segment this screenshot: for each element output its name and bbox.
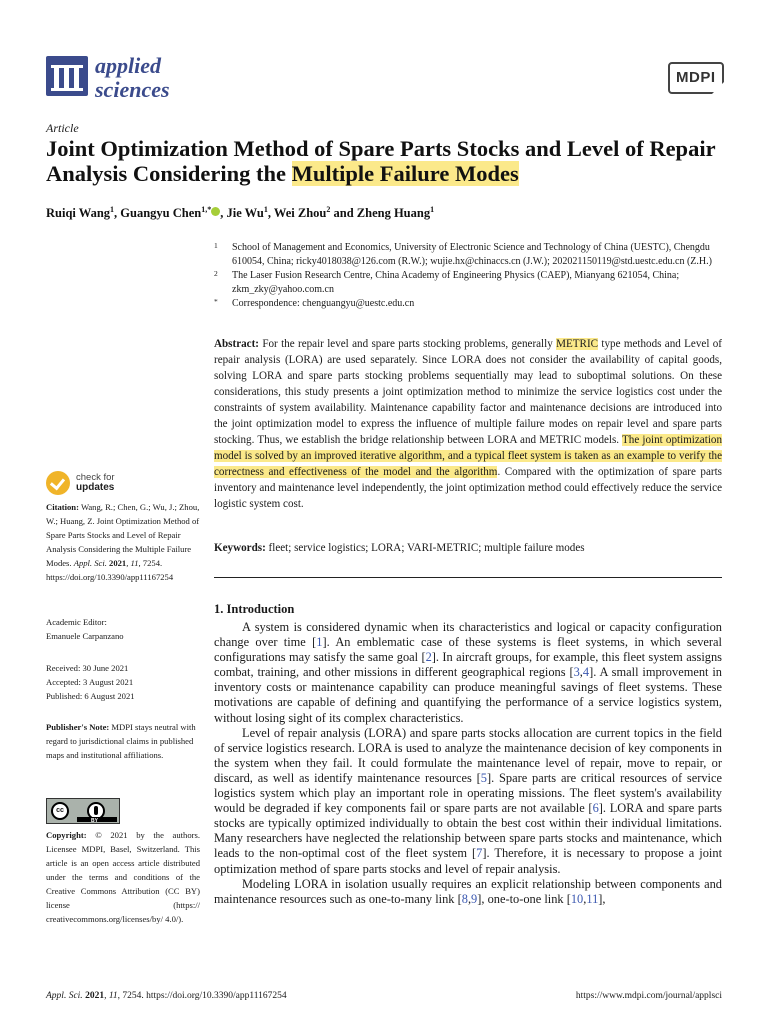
paragraph-text: ], one-to-one link [	[477, 891, 571, 906]
reference-link[interactable]: 3	[573, 665, 580, 680]
paragraph	[214, 726, 722, 877]
footer-citation: Appl. Sci. 2021, 11, 7254. https://doi.org/10.3390/app11167254	[46, 991, 287, 1001]
author-name[interactable]: Ruiqi Wang	[46, 206, 111, 221]
published-date: Published: 6 August 2021	[46, 691, 135, 701]
paragraph-text: ]. Spare parts are critical resources of service logistics system which play an important role in operating missions. The fleet system's availability would be degraded if key components fail or spare parts are not available [	[214, 770, 722, 816]
cc-by-license-badge[interactable]: cc BY	[46, 798, 120, 824]
accepted-date: Accepted: 3 August 2021	[46, 677, 134, 687]
author-list: Ruiqi Wang$^1$, Guangyu Chen$^{1,*}$ , Jie Wu$^1$, Wei Zhou$^2$ and Zheng Huang$^1$	[46, 205, 435, 221]
author-name[interactable]: Wei Zhou	[273, 206, 327, 221]
correspondence: * Correspondence: chenguangyu@uestc.edu.cn	[214, 297, 415, 309]
received-date: Received: 30 June 2021	[46, 663, 129, 673]
affiliation-item: 1 School of Management and Economics, University of Electronic Science and Technology of China (UESTC), Chengdu 610054, China; ricky4018038@126.com (R.W.); wujie.hx@chinaccs.cn (J.W.); 202021150119@std.uestc.edu.cn (Z.H.)	[214, 241, 712, 267]
abstract-highlight: The joint optimization model is solved by an improved iterative algorithm, and a typical fleet system is taken as an example to verify the correctness and effectiveness of the model and the algorithm	[214, 434, 722, 478]
paragraph-text: Level of repair analysis (LORA) and spare parts stocks allocation are current topics in the field of service logistics research. LORA is used to analyze the maintenance decision of key components in the system when they fail. It could formulate the maintenance level of repair, move to repair, or discard, as well as identify maintenance resources [	[214, 725, 722, 785]
article-title: Joint Optimization Method of Spare Parts Stocks and Level of Repair Analysis Considering the Multiple Failure Modes	[46, 136, 716, 186]
publication-dates	[46, 661, 200, 703]
paragraph-text: Modeling LORA in isolation usually requires an explicit relationship between components and maintenance resources such as one-to-many link [	[214, 876, 722, 906]
reference-link[interactable]: 6	[592, 801, 599, 816]
paragraph-text: ]. Therefore, it is necessary to propose a joint optimization method of spare parts stocks and level of repair analysis.	[214, 846, 723, 876]
section-heading: 1. Introduction	[214, 602, 295, 616]
paragraph	[214, 620, 722, 726]
paragraph-text: ]. LORA and spare parts stocks are typically optimized individually to obtain the best cost within their individual limitations. Many researchers have neglected the relationship between spare parts stocks and maintenance, which leads to the non-optimal cost of the fleet system [	[214, 801, 723, 861]
reference-link[interactable]: 1	[316, 635, 323, 650]
article-type: Article	[46, 121, 79, 135]
introduction-body	[214, 620, 722, 907]
paragraph-text: ]. In aircraft groups, for example, this fleet system assigns combat, training, and other missions in different geographical regions [	[214, 650, 722, 680]
reference-link[interactable]: 7	[476, 846, 483, 861]
reference-link[interactable]: 10	[570, 891, 584, 906]
paragraph-text: ],	[598, 891, 606, 906]
author-name[interactable]: Guangyu Chen	[120, 206, 202, 221]
author-name[interactable]: Zheng Huang	[356, 206, 431, 221]
section-divider	[214, 577, 722, 578]
citation-block: Citation: Wang, R.; Chen, G.; Wu, J.; Zhou, W.; Huang, Z. Joint Optimization Method of Spare Parts Stocks and Level of Repair Analysis Considering the Multiple Failure Modes. Appl. Sci. 2021, 11, 7254. https://doi.org/10.3390/app11167254	[46, 502, 200, 582]
paragraph-text: ]. An emblematic case of these systems is fleet systems, in which several configurations may satisfy the same goal [	[214, 635, 722, 665]
journal-logo	[46, 56, 88, 96]
paragraph-text: ]. A small improvement in inventory costs or maintenance capability can produce meaningful savings of fleet systems. These motivations are capable of defining and quantifying the performance of a service logistics system, without losing sight of its complex characteristics.	[214, 665, 722, 725]
reference-link[interactable]: 2	[425, 650, 432, 665]
reference-link[interactable]: 8	[461, 891, 468, 906]
footer-journal-url[interactable]: https://www.mdpi.com/journal/applsci	[575, 991, 722, 1001]
paragraph	[214, 877, 722, 907]
abstract: Abstract: For the repair level and spare parts stocking problems, generally METRIC type methods and Level of repair analysis (LORA) are used separately. Since LORA does not consider the availability of capital goods, solving LORA and spare parts stocking problems sequentially may lead to suboptimal solutions. On these considerations, this study presents a joint optimization method to minimize the service logistics cost under the constraints of system availability. Maintenance capability factor and maintenance decisions are introduced into the joint optimization model to express the influence of multiple failure modes on repair level and spare parts stocking. Thus, we establish the bridge relationship between LORA and METRIC models. The joint optimization model is solved by an improved iterative algorithm, and a typical fleet system is taken as an example to verify the correctness and effectiveness of the model and the algorithm. Compared with the optimization of spare parts inventory and maintenance level independently, the joint optimization method could effectively reduce the service logistic system cost.	[214, 338, 722, 510]
reference-link[interactable]: 4	[582, 665, 590, 680]
copyright-notice: Copyright: © 2021 by the authors. Licensee MDPI, Basel, Switzerland. This article is an open access article distributed under the terms and conditions of the Creative Commons Attribution (CC BY) license (https:// creativecommons.org/licenses/by/ 4.0/).	[46, 830, 200, 924]
paragraph-text: ,	[583, 891, 587, 906]
orcid-icon[interactable]	[211, 207, 220, 216]
reference-link[interactable]: 5	[480, 770, 487, 785]
abstract-highlight: METRIC	[556, 338, 599, 350]
affiliations	[214, 241, 734, 312]
academic-editor: Academic Editor: Emanuele Carpanzano	[46, 617, 124, 641]
cc-icon: cc	[51, 802, 69, 820]
journal-name[interactable]: applied sciences	[95, 53, 170, 102]
keywords: Keywords: fleet; service logistics; LORA; VARI-METRIC; multiple failure modes	[214, 542, 585, 554]
affiliation-item: 2 The Laser Fusion Research Centre, China Academy of Engineering Physics (CAEP), Mianyang 621054, China; zkm_zky@yahoo.com.cn	[214, 269, 680, 295]
publisher-logo[interactable]: MDPI	[668, 62, 724, 94]
paragraph-text: A system is considered dynamic when its characteristics and logical or capacity configuration change over time [	[214, 620, 722, 650]
title-highlight: Multiple Failure Modes	[291, 161, 519, 186]
author-name[interactable]: Jie Wu	[226, 206, 264, 221]
publisher-note: Publisher's Note: MDPI stays neutral with regard to jurisdictional claims in published maps and institutional affiliations.	[46, 722, 196, 760]
paragraph-text: ,	[579, 665, 583, 680]
reference-link[interactable]: 9	[471, 891, 478, 906]
check-icon	[46, 471, 70, 495]
paragraph-text: ,	[467, 891, 472, 906]
check-for-updates-badge[interactable]: check for updates	[46, 471, 196, 497]
reference-link[interactable]: 11	[586, 891, 599, 906]
